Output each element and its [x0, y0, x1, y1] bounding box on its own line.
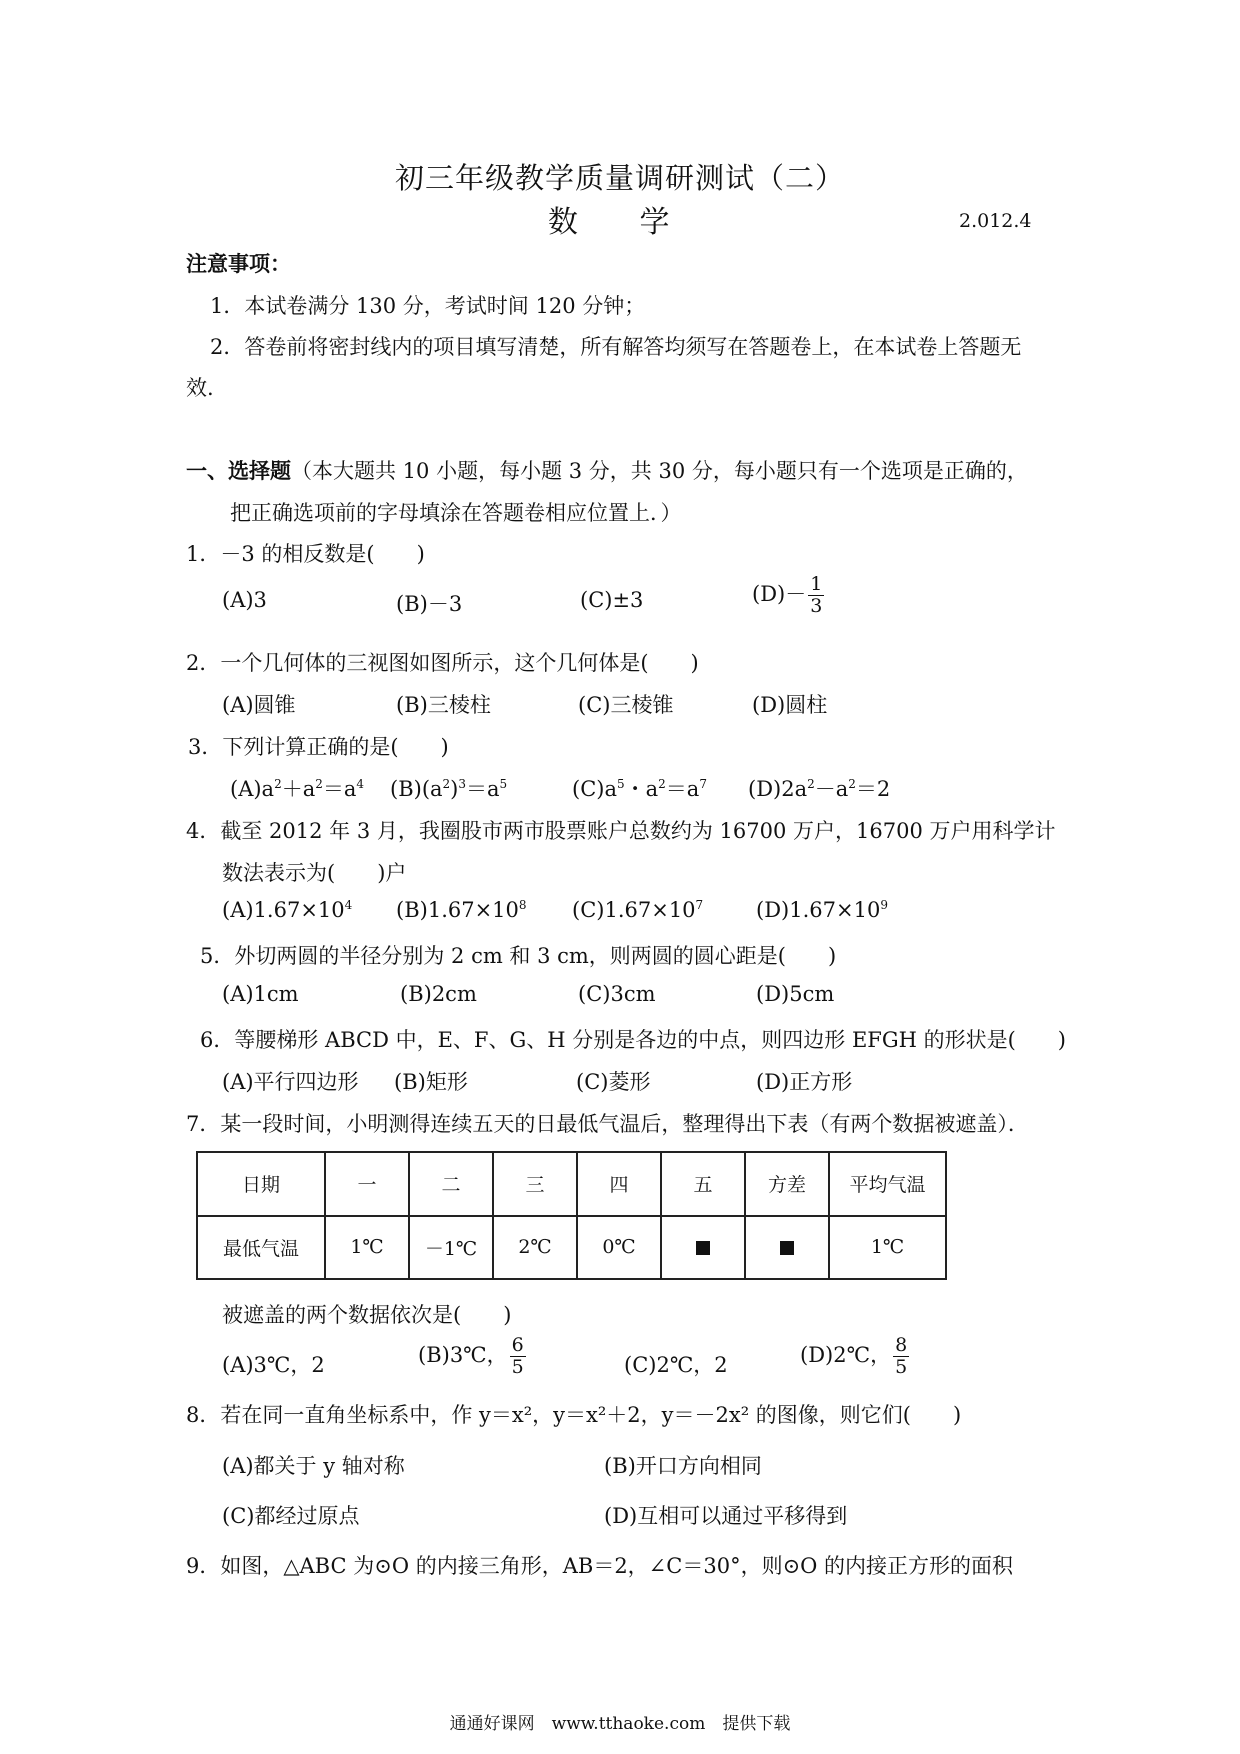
- q8-option-a: (A)都关于 y 轴对称: [222, 1454, 405, 1478]
- q7-question: 被遮盖的两个数据依次是( ): [222, 1303, 512, 1327]
- exponent: 8: [518, 898, 527, 912]
- notice-heading: 注意事项：: [186, 251, 291, 276]
- q8-option-d: (D)互相可以通过平移得到: [604, 1504, 848, 1528]
- fraction-numerator: 6: [511, 1334, 524, 1356]
- q2-option-a: (A)圆锥: [222, 693, 296, 717]
- exponent: 4: [344, 898, 353, 912]
- option-label: (A): [222, 898, 254, 922]
- q3-b-part: ): [450, 777, 459, 801]
- table-cell: －1℃: [409, 1216, 493, 1280]
- q7-option-c: (C)2℃，2: [624, 1353, 728, 1377]
- option-base: 1.67×10: [427, 898, 519, 922]
- exponent: 2: [315, 777, 323, 791]
- q3-a-part: (A)a: [230, 777, 275, 801]
- table-cell: 1℃: [829, 1216, 946, 1280]
- q6-option-a: (A)平行四边形: [222, 1070, 359, 1094]
- q7-b-prefix: (B)3℃，: [418, 1342, 508, 1367]
- q4-stem-line-2: 数法表示为( )户: [222, 861, 407, 885]
- notice-item-1: 1．本试卷满分 130 分，考试时间 120 分钟；: [210, 294, 646, 318]
- q3-b-part: ＝a: [466, 777, 500, 801]
- q5-option-b: (B)2cm: [400, 982, 477, 1006]
- q1-option-d-fraction: [808, 574, 824, 617]
- q5-option-d: (D)5cm: [756, 982, 835, 1006]
- q3-d-part: －a: [814, 777, 849, 801]
- table-header-cell: 三: [493, 1152, 577, 1216]
- table-header-cell: 方差: [745, 1152, 829, 1216]
- section-1-desc-line-2: 把正确选项前的字母填涂在答题卷相应位置上．）: [230, 501, 682, 525]
- fraction-denominator: 5: [895, 1355, 908, 1378]
- q7-d-prefix: (D)2℃，: [800, 1342, 892, 1367]
- table-cell: 1℃: [325, 1216, 409, 1280]
- q3-c-part: (C)a: [572, 777, 617, 801]
- q5-option-c: (C)3cm: [578, 982, 656, 1006]
- q3-option-c: [572, 773, 707, 803]
- q2-option-c: (C)三棱锥: [578, 693, 674, 717]
- q3-option-a: [230, 773, 364, 803]
- q8-option-b: (B)开口方向相同: [604, 1454, 762, 1478]
- q7-option-a: (A)3℃，2: [222, 1353, 325, 1377]
- q4-option-b: [396, 898, 527, 922]
- table-header-row: [197, 1152, 946, 1216]
- q3-d-part: (D)2a: [748, 777, 808, 801]
- exponent: 5: [499, 777, 508, 791]
- exponent: 9: [880, 898, 888, 912]
- exponent: 7: [699, 777, 707, 791]
- table-header-cell: 平均气温: [829, 1152, 946, 1216]
- table-row: [197, 1216, 946, 1280]
- q3-option-b: [390, 773, 507, 803]
- option-base: 1.67×10: [253, 898, 345, 922]
- subject-title: 数 学: [548, 205, 696, 240]
- masked-value-icon: [780, 1241, 794, 1255]
- q8-option-c: (C)都经过原点: [222, 1504, 360, 1528]
- option-base: 1.67×10: [789, 898, 881, 922]
- q3-b-part: (B)(a: [390, 777, 443, 801]
- q5-stem: 5．外切两圆的半径分别为 2 cm 和 3 cm，则两圆的圆心距是( ): [200, 944, 837, 968]
- notice-item-2-line-2: 效.: [186, 376, 214, 400]
- table-cell: 2℃: [493, 1216, 577, 1280]
- notice-item-2-line-1: 2．答卷前将密封线内的项目填写清楚，所有解答均须写在答题卷上，在本试卷上答题无: [210, 335, 1022, 359]
- q7-option-d: [800, 1335, 909, 1378]
- q3-c-part: ・a: [624, 777, 659, 801]
- q2-option-d: (D)圆柱: [752, 693, 828, 717]
- q3-a-part: ＋a: [281, 777, 316, 801]
- q1-option-d-prefix: (D)－: [752, 581, 807, 606]
- q9-stem: 9．如图，△ABC 为⊙O 的内接三角形，AB＝2，∠C＝30°，则⊙O 的内接正方形的面积: [186, 1554, 1014, 1578]
- q4-option-d: [756, 898, 888, 922]
- q1-stem: 1．－3 的相反数是( ): [186, 542, 425, 566]
- q2-option-b: (B)三棱柱: [396, 693, 491, 717]
- temperature-table: [196, 1151, 947, 1280]
- option-base: 1.67×10: [604, 898, 696, 922]
- q6-option-c: (C)菱形: [576, 1070, 651, 1094]
- exponent: 2: [848, 777, 856, 791]
- fraction-denominator: 3: [810, 594, 823, 617]
- q1-option-c: (C)±3: [580, 588, 644, 612]
- section-1-header: [186, 455, 1028, 485]
- option-label: (C): [572, 898, 605, 922]
- q6-option-b: (B)矩形: [394, 1070, 468, 1094]
- q4-option-c: [572, 898, 703, 922]
- exponent: 5: [616, 777, 625, 791]
- table-cell-masked: [661, 1216, 745, 1280]
- table-header-cell: 五: [661, 1152, 745, 1216]
- table-header-cell: 一: [325, 1152, 409, 1216]
- q8-stem: 8．若在同一直角坐标系中，作 y＝x²，y＝x²＋2，y＝－2x² 的图像，则它们( ): [186, 1403, 962, 1427]
- table-cell: 0℃: [577, 1216, 661, 1280]
- fraction-numerator: 8: [895, 1334, 908, 1356]
- q7-d-fraction: [893, 1335, 909, 1378]
- q3-option-d: [748, 773, 890, 803]
- q4-stem-line-1: 4．截至 2012 年 3 月，我圈股市两市股票账户总数约为 16700 万户，16700 万户用科学计: [186, 819, 1056, 843]
- q7-stem: 7．某一段时间，小明测得连续五天的日最低气温后，整理得出下表（有两个数据被遮盖）．: [186, 1112, 1029, 1136]
- exponent: 4: [356, 777, 365, 791]
- exponent: 3: [458, 777, 467, 791]
- table-header-cell: 二: [409, 1152, 493, 1216]
- table-header-cell: 四: [577, 1152, 661, 1216]
- q3-c-part: ＝a: [665, 777, 700, 801]
- q5-option-a: (A)1cm: [222, 982, 299, 1006]
- q7-b-fraction: [510, 1335, 526, 1378]
- page-footer: 通通好课网 www.tthaoke.com 提供下载: [449, 1714, 791, 1734]
- q3-a-part: ＝a: [322, 777, 357, 801]
- fraction-numerator: 1: [810, 573, 823, 595]
- q4-option-a: [222, 898, 352, 922]
- option-label: (B): [396, 898, 428, 922]
- table-cell-masked: [745, 1216, 829, 1280]
- q1-option-b: (B)－3: [396, 592, 463, 616]
- q1-option-d: [752, 574, 824, 617]
- q1-option-a: (A)3: [222, 588, 267, 612]
- fraction-denominator: 5: [511, 1355, 524, 1378]
- exponent: 7: [695, 898, 704, 912]
- exponent: 2: [658, 777, 666, 791]
- q3-d-part: ＝2: [855, 777, 891, 801]
- section-1-heading: 一、选择题: [186, 458, 291, 483]
- exponent: 2: [442, 777, 451, 791]
- table-header-cell: 日期: [197, 1152, 325, 1216]
- q3-stem: 3．下列计算正确的是( ): [188, 735, 449, 759]
- masked-value-icon: [696, 1241, 710, 1255]
- exponent: 2: [274, 777, 282, 791]
- exponent: 2: [807, 777, 815, 791]
- exam-title: 初三年级教学质量调研测试（二）: [394, 161, 845, 195]
- q2-stem: 2．一个几何体的三视图如图所示，这个几何体是( ): [186, 651, 699, 675]
- option-label: (D): [756, 898, 790, 922]
- table-row-label: 最低气温: [197, 1216, 325, 1280]
- q6-stem: 6．等腰梯形 ABCD 中，E、F、G、H 分别是各边的中点，则四边形 EFGH 的形状是( ): [200, 1028, 1066, 1052]
- exam-date: 2.012.4: [959, 210, 1032, 232]
- q7-option-b: [418, 1335, 526, 1378]
- q6-option-d: (D)正方形: [756, 1070, 853, 1094]
- section-1-desc-line-1: （本大题共 10 小题，每小题 3 分，共 30 分，每小题只有一个选项是正确的，: [291, 459, 1028, 483]
